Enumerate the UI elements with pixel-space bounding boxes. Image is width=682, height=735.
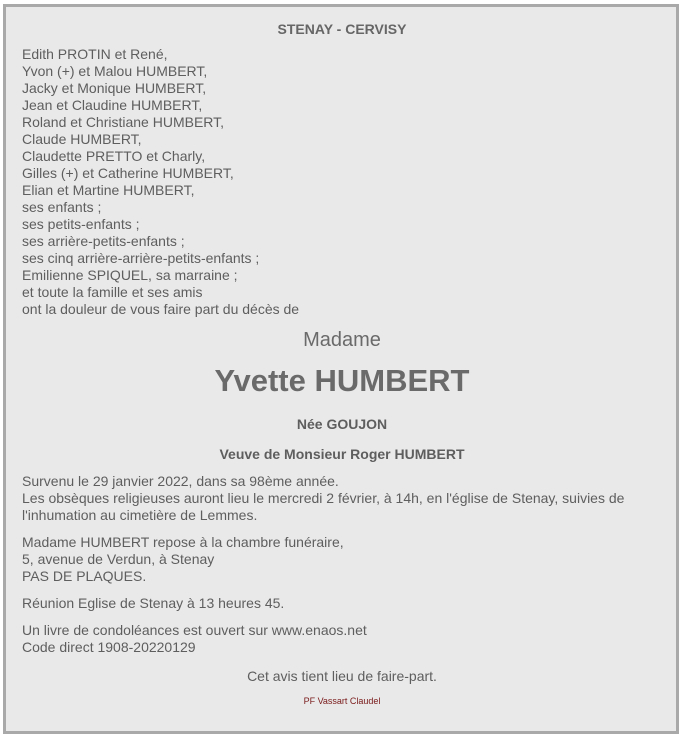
family-line: Jacky et Monique HUMBERT, bbox=[22, 80, 207, 96]
maiden-name: Née GOUJON bbox=[296, 416, 388, 432]
honorific: Madame bbox=[303, 329, 381, 351]
death-details-paragraph bbox=[22, 473, 662, 524]
paragraph-line: Madame HUMBERT repose à la chambre funéraire, bbox=[22, 534, 344, 550]
paragraph-line: Les obsèques religieuses auront lieu le mercredi 2 février, à 14h, en l'église de Stenay, suivies de bbox=[22, 490, 625, 506]
family-line: ses petits-enfants ; bbox=[22, 216, 140, 232]
family-line: ses cinq arrière-arrière-petits-enfants ; bbox=[22, 250, 260, 266]
paragraph-line: l'inhumation au cimetière de Lemmes. bbox=[22, 507, 258, 523]
repose-paragraph bbox=[22, 534, 662, 585]
paragraph-line: 5, avenue de Verdun, à Stenay bbox=[22, 551, 215, 567]
condolences-paragraph bbox=[22, 622, 662, 656]
family-line: Roland et Christiane HUMBERT, bbox=[22, 114, 225, 130]
paragraph-line: PAS DE PLAQUES. bbox=[22, 568, 147, 584]
widow-of: Veuve de Monsieur Roger HUMBERT bbox=[219, 446, 465, 462]
family-line: et toute la famille et ses amis bbox=[22, 284, 203, 300]
family-line: Gilles (+) et Catherine HUMBERT, bbox=[22, 165, 234, 181]
family-line: Edith PROTIN et René, bbox=[22, 46, 168, 62]
funeral-home-credit: PF Vassart Claudel bbox=[303, 696, 381, 706]
paragraph-line: Code direct 1908-20220129 bbox=[22, 639, 196, 655]
family-list bbox=[22, 46, 662, 318]
family-line: ses enfants ; bbox=[22, 199, 102, 215]
paragraph-line: Réunion Eglise de Stenay à 13 heures 45. bbox=[22, 595, 285, 611]
deceased-name: Yvette HUMBERT bbox=[214, 363, 470, 398]
family-line: Emilienne SPIQUEL, sa marraine ; bbox=[22, 267, 238, 283]
family-line: Jean et Claudine HUMBERT, bbox=[22, 97, 203, 113]
family-line: Claudette PRETTO et Charly, bbox=[22, 148, 206, 164]
meeting-paragraph bbox=[22, 595, 662, 612]
family-line: Yvon (+) et Malou HUMBERT, bbox=[22, 63, 208, 79]
paragraph-line: Un livre de condoléances est ouvert sur www.enaos.net bbox=[22, 622, 367, 638]
location-title: STENAY - CERVISY bbox=[277, 21, 407, 37]
obituary-frame bbox=[3, 4, 679, 734]
obituary-content bbox=[22, 21, 662, 706]
family-line: ses arrière-petits-enfants ; bbox=[22, 233, 185, 249]
paragraph-line: Survenu le 29 janvier 2022, dans sa 98ème année. bbox=[22, 473, 339, 489]
family-line: Claude HUMBERT, bbox=[22, 131, 142, 147]
closing-note: Cet avis tient lieu de faire-part. bbox=[247, 668, 437, 684]
family-line: Elian et Martine HUMBERT, bbox=[22, 182, 195, 198]
family-line: ont la douleur de vous faire part du décès de bbox=[22, 301, 300, 317]
